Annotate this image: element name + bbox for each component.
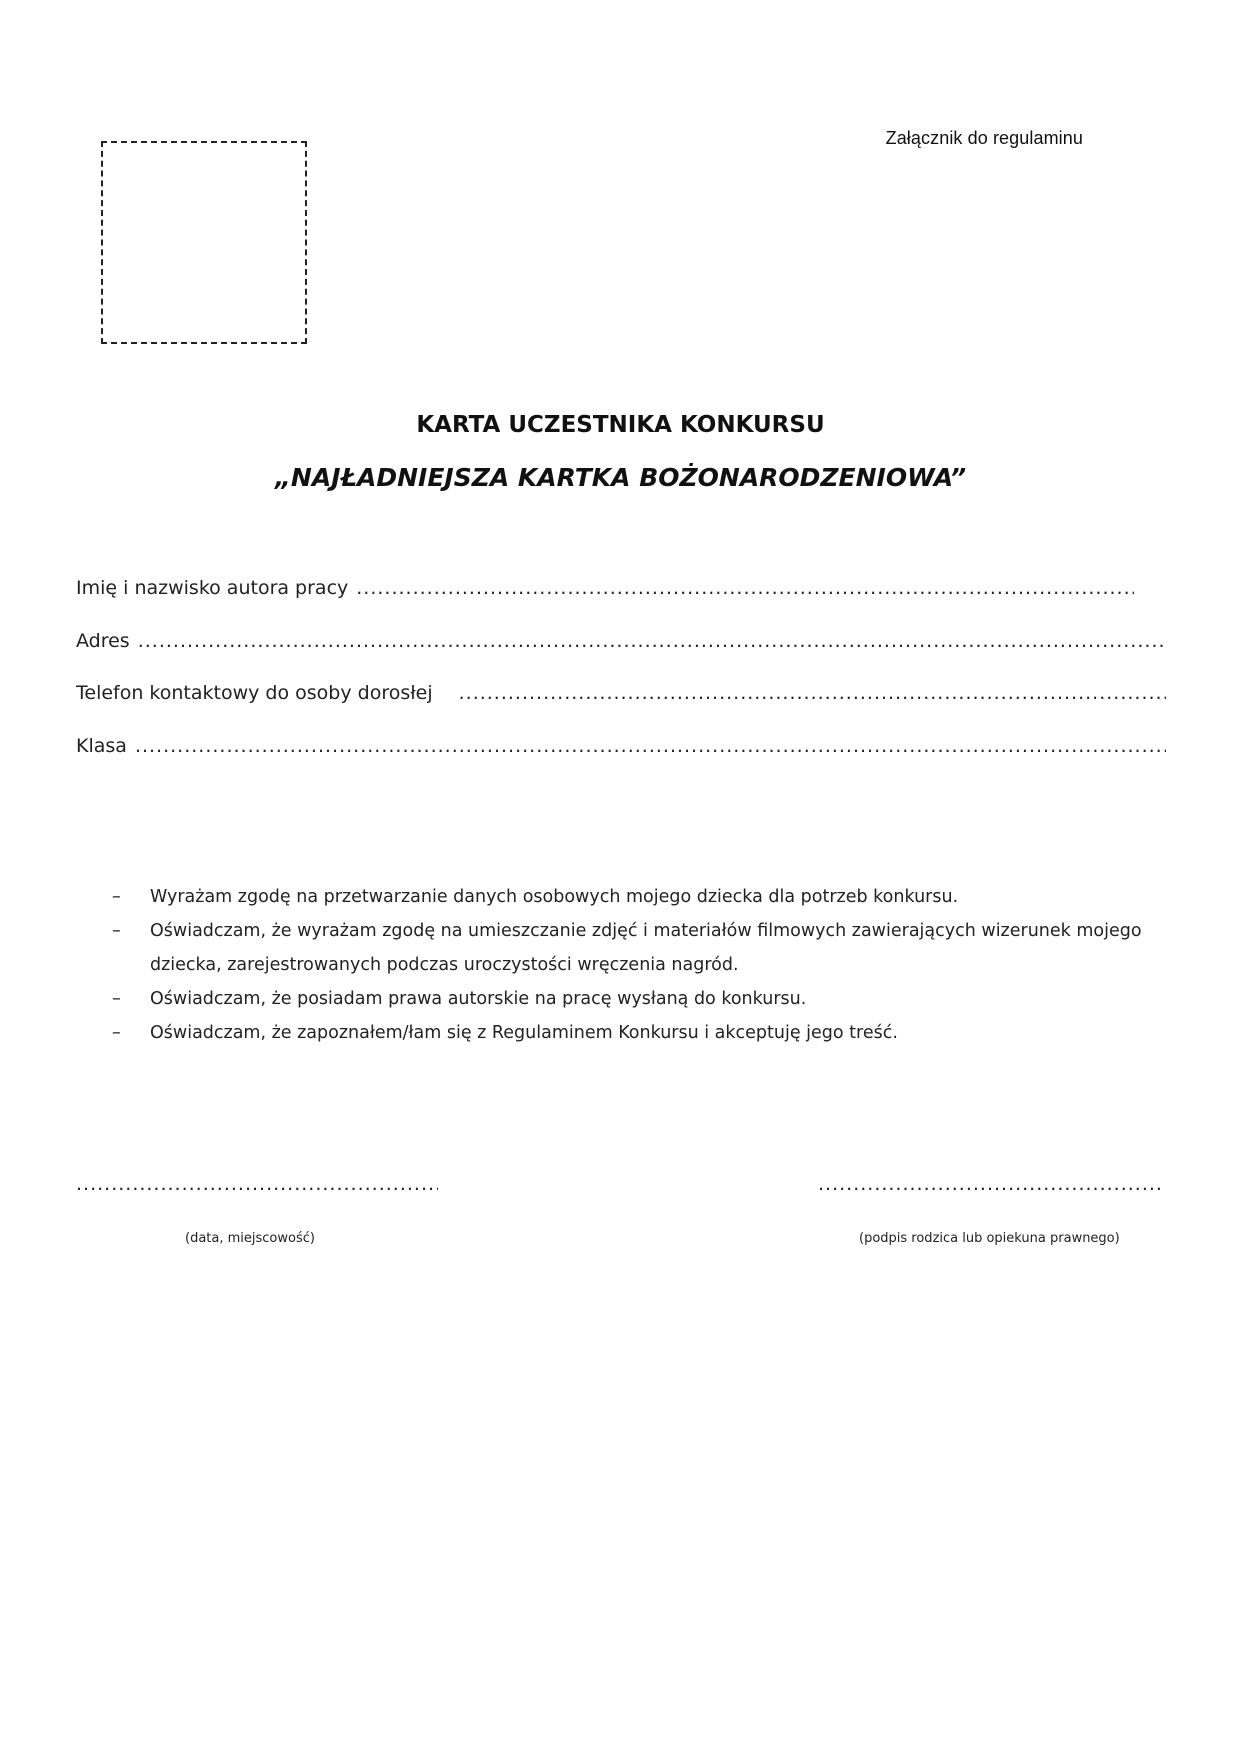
signature-caption: (podpis rodzica lub opiekuna prawnego)	[859, 1231, 1120, 1246]
statement-bullet: –	[112, 1023, 121, 1043]
contest-name: „NAJŁADNIEJSZA KARTKA BOŻONARODZENIOWA”	[274, 463, 967, 492]
class-fill-line	[135, 735, 1166, 757]
photo-placeholder-box	[101, 141, 307, 344]
form-title: KARTA UCZESTNIKA KONKURSU	[416, 412, 825, 438]
statement-item	[112, 914, 1142, 982]
author-name-field	[76, 577, 1134, 609]
address-field	[76, 630, 1166, 662]
author-name-fill-line	[356, 577, 1134, 599]
statement-bullet: –	[112, 989, 121, 1009]
class-field	[76, 735, 1166, 767]
date-place-line	[76, 1173, 438, 1195]
class-label: Klasa	[76, 735, 127, 757]
statement-item	[112, 880, 1142, 914]
address-fill-line	[138, 630, 1166, 652]
statement-text: Oświadczam, że zapoznałem/łam się z Regulaminem Konkursu i akceptuję jego treść.	[150, 1023, 898, 1043]
attachment-note: Załącznik do regulaminu	[885, 128, 1083, 148]
statement-item	[112, 982, 1142, 1016]
statement-text: Oświadczam, że wyrażam zgodę na umieszczanie zdjęć i materiałów filmowych zawierających wizerunek mojego dziecka, zarejestrowanych podczas uroczystości wręczenia nagród.	[150, 921, 1142, 975]
phone-label: Telefon kontaktowy do osoby dorosłej	[76, 682, 433, 704]
signature-line	[818, 1173, 1164, 1195]
date-place-caption: (data, miejscowość)	[185, 1231, 315, 1246]
statement-bullet: –	[112, 887, 121, 907]
phone-fill-line	[459, 682, 1166, 704]
address-label: Adres	[76, 630, 130, 652]
statement-text: Wyrażam zgodę na przetwarzanie danych osobowych mojego dziecka dla potrzeb konkursu.	[150, 887, 959, 907]
statement-bullet: –	[112, 921, 121, 941]
statement-item	[112, 1016, 1142, 1050]
phone-field	[76, 682, 1166, 714]
statement-text: Oświadczam, że posiadam prawa autorskie na pracę wysłaną do konkursu.	[150, 989, 807, 1009]
consent-statements	[112, 880, 1142, 1050]
author-name-label: Imię i nazwisko autora pracy	[76, 577, 349, 599]
